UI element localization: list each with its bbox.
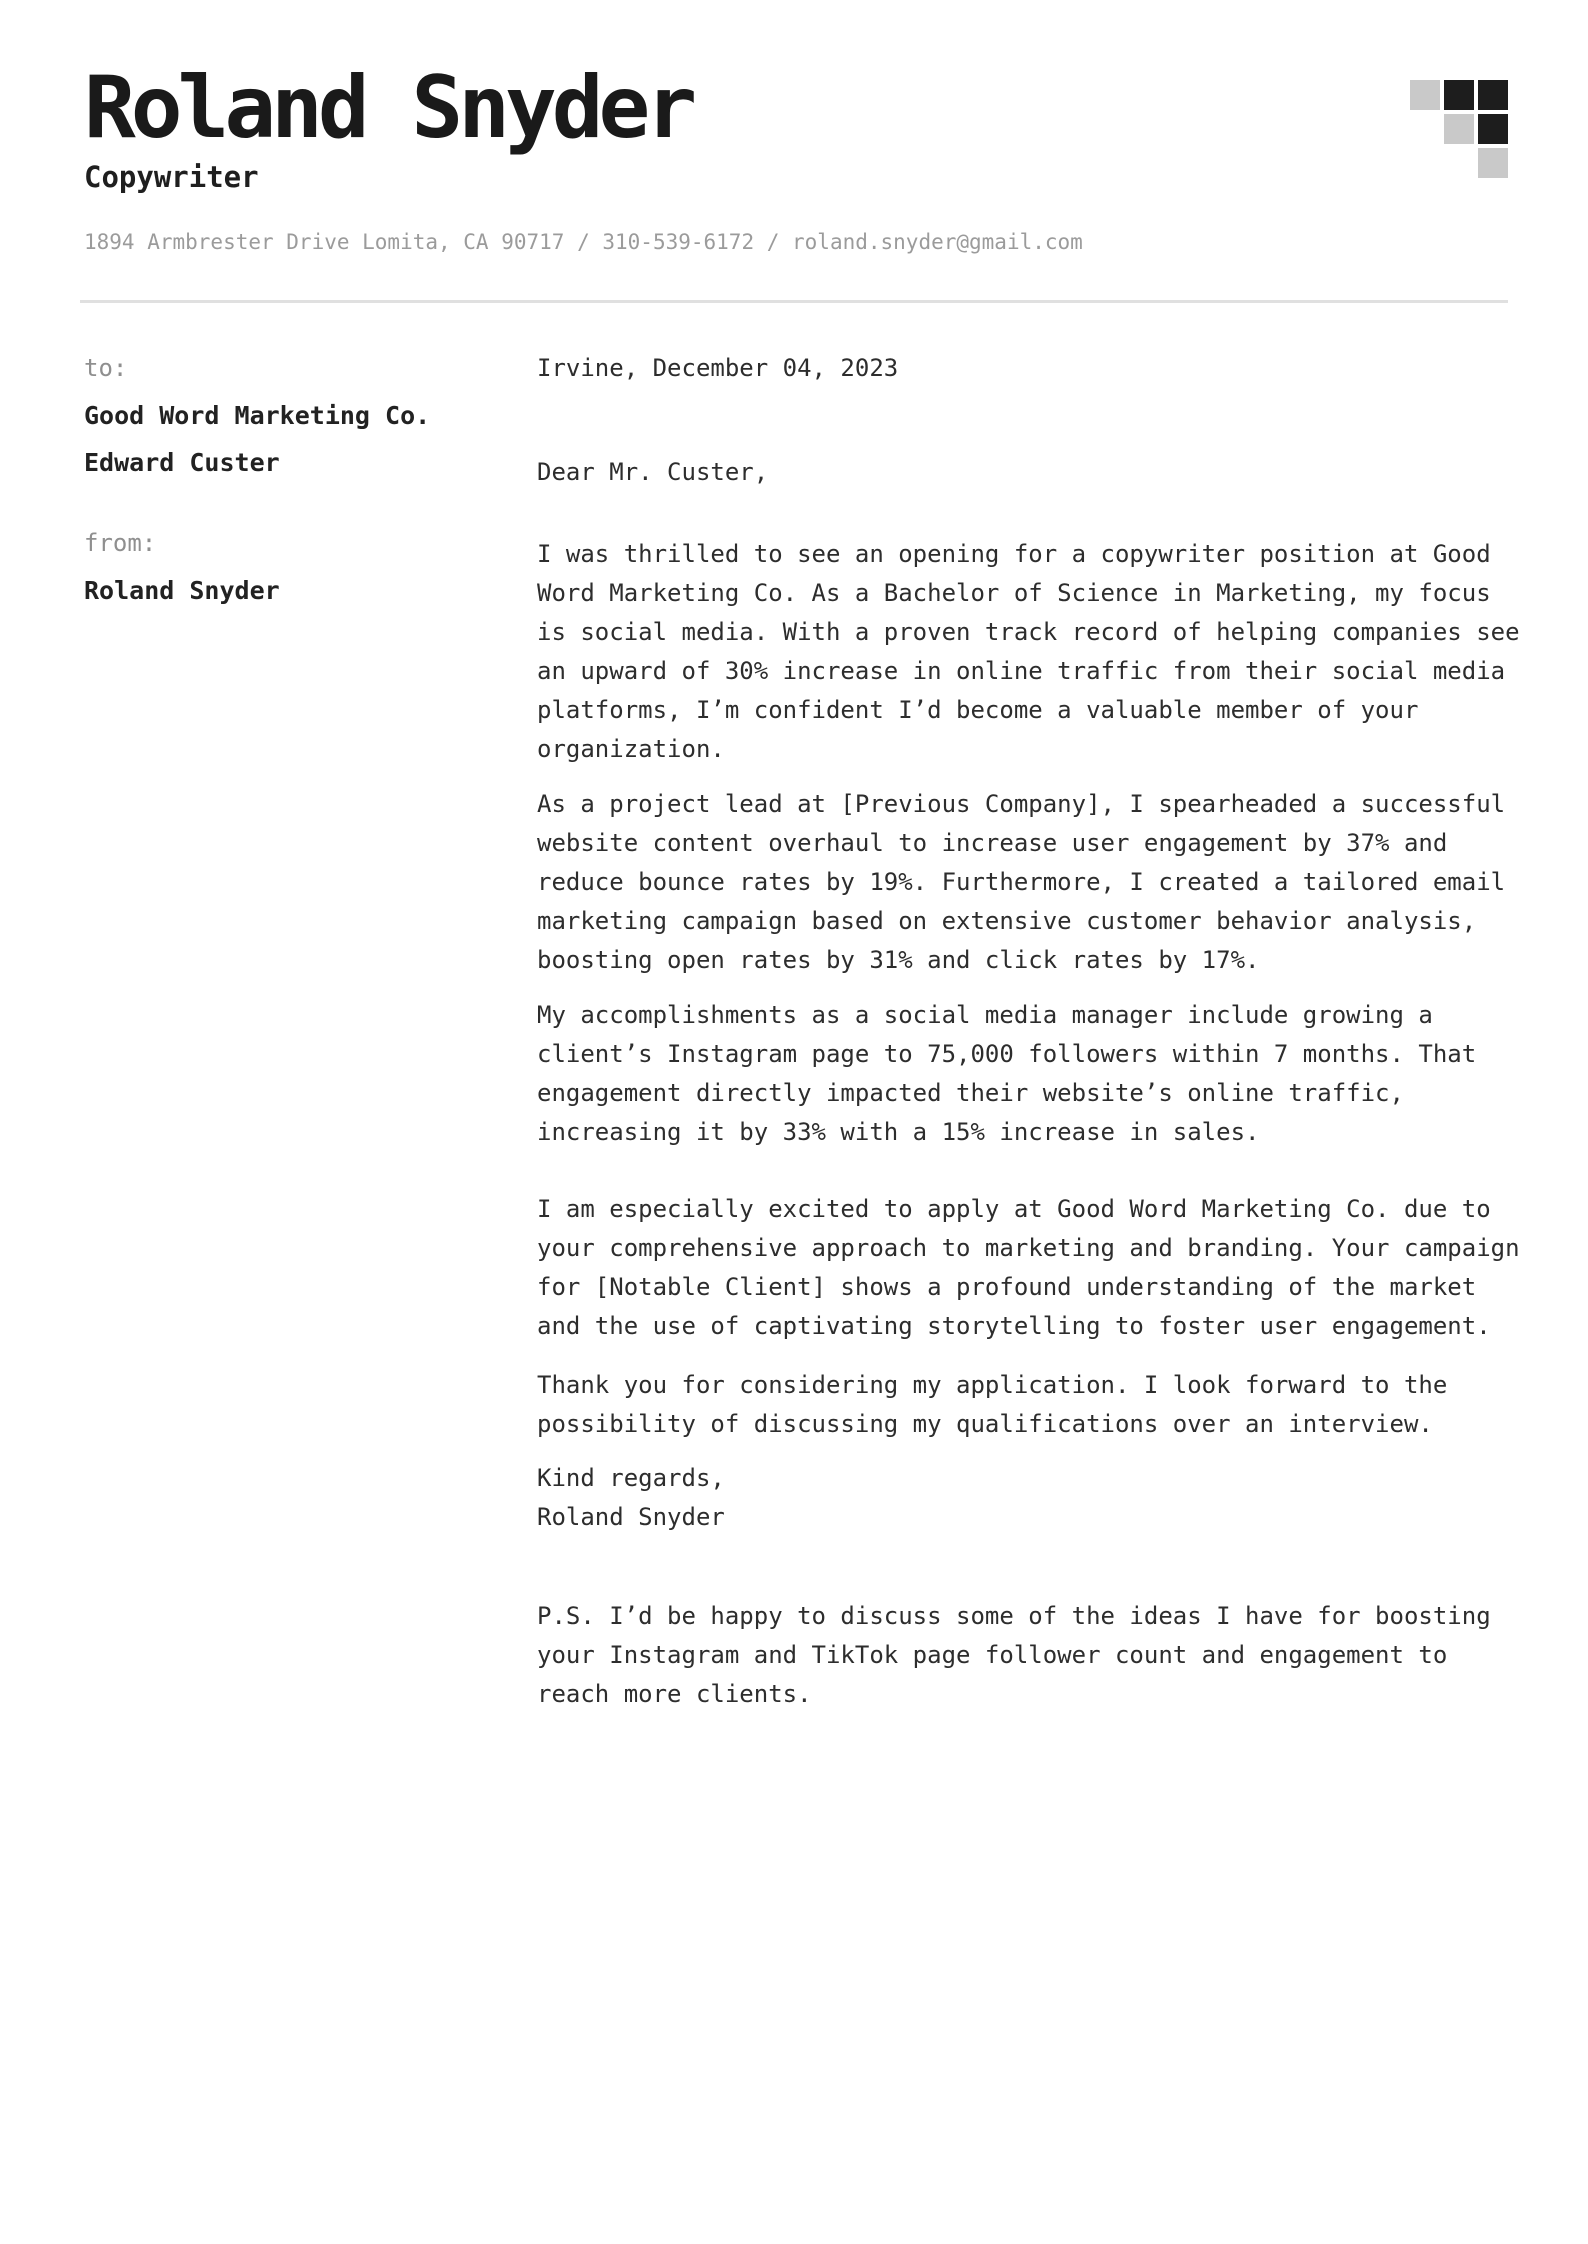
from-label: from: <box>84 529 157 557</box>
paragraph: My accomplishments as a social media manager include growing a client’s Instagram page to 75,000 followers within 7 months. That engagement directly impacted their website’s online traffic, increasing it by 33% with a 15% increase in sales. <box>537 1001 1477 1146</box>
logo-empty-cell <box>1410 148 1440 178</box>
salutation: Dear Mr. Custer, <box>537 458 769 486</box>
letter-body <box>80 349 1520 1714</box>
letter-header <box>80 58 1508 256</box>
address-sidebar <box>80 349 537 1714</box>
logo-square <box>1478 148 1508 178</box>
valediction: Kind regards, <box>537 1464 725 1492</box>
logo-square <box>1410 80 1440 110</box>
paragraph: I was thrilled to see an opening for a copywriter position at Good Word Marketing Co. As a Bachelor of Science in Marketing, my focus is social media. With a proven track record of helping companies see an upward of 30% increase in online traffic from their social media platforms, I’m confident I’d become a valuable member of your organization. <box>537 540 1520 763</box>
sender-name: Roland Snyder <box>84 576 280 605</box>
logo-square <box>1444 114 1474 144</box>
header-divider <box>80 300 1508 303</box>
logo-square <box>1478 80 1508 110</box>
paragraph: As a project lead at [Previous Company], I spearheaded a successful website content overhaul to increase user engagement by 37% and reduce bounce rates by 19%. Furthermore, I created a tailored email marketing campaign based on extensive customer behavior analysis, boosting open rates by 31% and click rates by 17%. <box>537 790 1506 974</box>
paragraph: I am especially excited to apply at Good Word Marketing Co. due to your comprehensive approach to marketing and branding. Your campaign for [Notable Client] shows a profound understanding of the market and the use of captivating storytelling to foster user engagement. <box>537 1195 1520 1340</box>
recipient-name: Edward Custer <box>84 448 280 477</box>
dateline: Irvine, December 04, 2023 <box>537 354 899 382</box>
paragraph: Thank you for considering my application. I look forward to the possibility of discussing my qualifications over an interview. <box>537 1371 1448 1438</box>
to-label: to: <box>84 354 128 382</box>
job-title: Copywriter <box>84 160 259 194</box>
logo-empty-cell <box>1444 148 1474 178</box>
letter-text <box>537 349 1525 1714</box>
closing-block <box>537 1459 1525 1537</box>
logo-square <box>1478 114 1508 144</box>
recipient-company: Good Word Marketing Co. <box>84 401 431 430</box>
page-title: Roland Snyder <box>84 58 693 158</box>
logo-square <box>1444 80 1474 110</box>
postscript: P.S. I’d be happy to discuss some of the ideas I have for boosting your Instagram and TikTok page follower count and engagement to reach more clients. <box>537 1602 1491 1708</box>
logo-grid <box>1410 80 1508 178</box>
contact-line: 1894 Armbrester Drive Lomita, CA 90717 / 310-539-6172 / roland.snyder@gmail.com <box>84 230 1083 254</box>
signature: Roland Snyder <box>537 1503 725 1531</box>
logo-empty-cell <box>1410 114 1440 144</box>
